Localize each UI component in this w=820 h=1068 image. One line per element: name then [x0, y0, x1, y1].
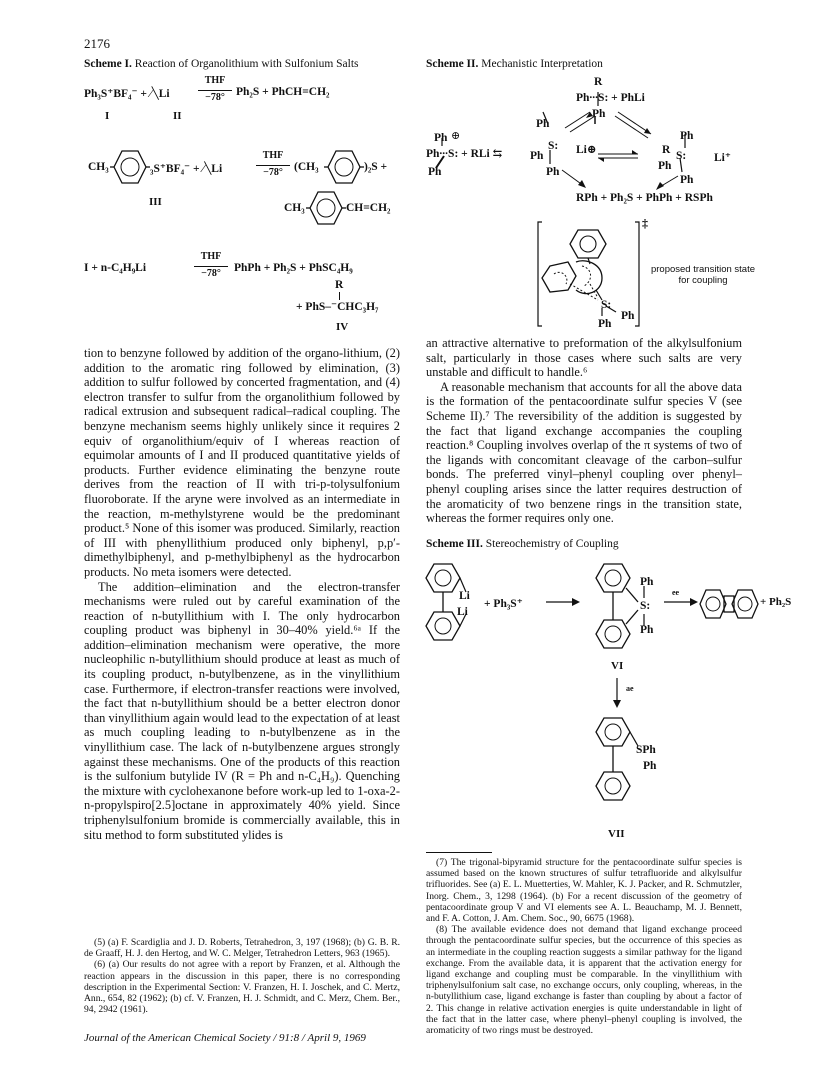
- benzene-ring-icon: [110, 148, 150, 186]
- compound-label-III: III: [149, 196, 162, 208]
- cond-temp-1: −78°: [205, 92, 225, 103]
- paragraph: A reasonable mechanism that accounts for all the above data is the formation of the pentacoordinate sulfur species V (see Scheme II).⁷ The reversibility of the addition is suggested by the fact that ligand exchange accompanies the coupling reaction.⁸ Coupling involves overlap of the π systems of two of the ligands with concomitant cleavage of the carbon–sulfur bonds. The preferred vinyl–phenyl coupling over phenyl–phenyl coupling arises since the latter requires destruction of the aromaticity of two benzene rings in the transition state, whereas the former requires only one.: [426, 379, 742, 526]
- scheme-2-top-ph: Ph: [592, 108, 606, 120]
- ph-label: Ph: [598, 318, 612, 330]
- arrow-2: [256, 165, 290, 166]
- ae-label: ae: [626, 684, 634, 693]
- arrow-1: [198, 90, 232, 91]
- ylide-substituent-r: R: [335, 279, 344, 291]
- scheme-2-caption: Mechanistic Interpretation: [481, 58, 603, 70]
- product-ch3: CH₃: [284, 202, 305, 214]
- compound-label-IV: IV: [336, 321, 349, 333]
- li-label-2: Li: [457, 606, 468, 618]
- compound-label-II: II: [173, 110, 182, 122]
- scheme-2-top-r: R: [594, 76, 603, 88]
- ph-label: Ph: [640, 624, 654, 636]
- plus-charge-icon: ⊕: [451, 130, 461, 142]
- biphenylene-structure: [698, 586, 760, 622]
- cond-temp-2: −78°: [263, 167, 283, 178]
- compound-label-VII: VII: [608, 828, 625, 840]
- scheme-3-reagent: + Ph₃S⁺: [484, 598, 523, 610]
- scheme-1-products-1: Ph₂S + PhCH=CH₂: [236, 86, 330, 98]
- footnote-rule: [426, 852, 492, 853]
- left-column-text: [84, 346, 400, 842]
- benzene-ring-icon: [324, 148, 364, 186]
- scheme-1-ylide: + PhS–⁻CHC₃H₇: [296, 301, 379, 313]
- ph-label: Ph: [643, 760, 657, 772]
- ph-label: Ph: [536, 118, 550, 130]
- scheme-2-top-species: Ph∙∙∙S: + PhLi: [576, 92, 645, 104]
- ph-label: Ph: [640, 576, 654, 588]
- scheme-1-sulfide-suffix: )₂S +: [364, 161, 388, 173]
- r-label: R: [662, 144, 671, 156]
- scheme-1-products-3: PhPh + Ph₂S + PhSC₄H₉: [234, 262, 353, 274]
- page-number: 2176: [84, 36, 110, 51]
- scheme-3-label: Scheme III.: [426, 538, 483, 550]
- scheme-2-mid-li: Li⊕: [576, 144, 597, 156]
- scheme-2-left-species: Ph∙∙∙S: + RLi ⇆: [426, 148, 503, 160]
- scheme-1-ch3-right: (CH₃: [294, 161, 319, 173]
- sph-label: SPh: [636, 744, 656, 756]
- paragraph: an attractive alternative to preformation of the alkylsulfonium salt, particularly in those cases where such salts are very unstable and difficult to handle.⁶: [426, 336, 742, 380]
- biphenyl-sulfide-structure: [592, 712, 642, 822]
- scheme-3-caption: Stereochemistry of Coupling: [485, 538, 619, 550]
- double-dagger: ‡: [642, 216, 648, 230]
- footnotes-right: [426, 857, 742, 1036]
- paragraph: tion to benzyne followed by addition of the organo-lithium, (2) addition to the aromatic ring followed by elimination, (3) addition to sulfur followed by concerted fragmentation, and (4) electron transfer to sulfur from the organolithium followed by radical extrusion and subsequent radical–radical coupling. The benzyne mechanism seems highly unlikely since it requires 2 equiv of organolithium/equiv of I whereas reaction of equimolar amounts of I and II produced quantitative yields of products. Further evidence eliminating the benzyne route derives from the reaction of II with tri-p-tolysulfonium fluoroborate. If the aryne were involved as an intermediate in the reaction, m-methylstyrene would be the predominant product.⁵ None of this isomer was produced. Similarly, reaction of III with phenyllithium produced only biphenyl, p,p′-dimethylbiphenyl, and p-methylbiphenyl as the hydrocarbon products. No meta isomers were detected.: [84, 346, 400, 579]
- scheme-2-left-ph-top: Ph: [434, 132, 448, 144]
- ph-label: Ph: [658, 160, 672, 172]
- compound-label-I: I: [105, 110, 110, 122]
- journal-footer: Journal of the American Chemical Society / 91:8 / April 9, 1969: [84, 1032, 366, 1044]
- footnote-5: (5) (a) F. Scardiglia and J. D. Roberts, Tetrahedron, 3, 197 (1968); (b) G. B. R. de Graaff, H. J. den Hertog, and W. C. Melger, Tetrahedron Letters, 963 (1965).: [84, 937, 400, 960]
- transition-state-note: proposed transition state for coupling: [650, 264, 756, 286]
- arrow-3: [194, 266, 228, 267]
- footnotes-left: [84, 937, 400, 1015]
- reaction-arrow-icon: [546, 596, 580, 608]
- scheme-2-right-li: Li⁺: [714, 152, 731, 164]
- right-column-text: [426, 336, 742, 526]
- scheme-3-title: [426, 538, 619, 550]
- li-label-1: Li: [459, 590, 470, 602]
- ph-label: Ph: [546, 166, 560, 178]
- s-center: S:: [601, 299, 612, 311]
- scheme-2-products: RPh + Ph₂S + PhPh + RSPh: [576, 192, 713, 204]
- footnote-6: (6) (a) Our results do not agree with a report by Franzen, et al. Although the reaction appears in the discussion in this paper, there is no corresponding description in the Experimental Section: V. Franzen, H. I. Joschek, and C. Mertz, Ann., 654, 82 (1962); (b) cf. V. Franzen, H. J. Schmidt, and C. Merz, Chem. Ber., 94, 2942 (1961).: [84, 959, 400, 1016]
- benzene-ring-icon: [306, 189, 346, 227]
- cond-thf-3: THF: [200, 251, 222, 262]
- ph-label: Ph: [621, 310, 635, 322]
- scheme-3-product: + Ph₂S: [760, 596, 792, 608]
- footnote-7: (7) The trigonal-bipyramid structure for the pentacoordinate sulfur species is assumed based on the known structures of sulfur tetrafluoride and alkylsulfur trifluorides. See (a) E. L. Muetterties, W. Mahler, K. J. Packer, and R. Schmutzler, Inorg. Chem., 3, 1298 (1964). (b) For a recent discussion of the geometry of pentacoordinate group V and VI elements see A. L. Beauchamp, M. J. Bennett, and F. A. Cotton, J. Am. Chem. Soc., 90, 6675 (1968).: [426, 857, 742, 925]
- scheme-1-reactants-2: ₃S⁺BF₄⁻ + ∕╲Li: [150, 163, 223, 175]
- ee-label: ee: [672, 588, 680, 597]
- ph-label: Ph: [680, 130, 694, 142]
- cond-thf-2: THF: [262, 150, 284, 161]
- paragraph: The addition–elimination and the electron-transfer mechanisms were ruled out by careful examination of the reaction of n-butyllithium with I. The only hydrocarbon coupling product was biphenyl in 30–40% yield.⁶ᵃ If the addition–elimination mechanism were operative, the more nucleophilic n-butyllithium should produce at least as much of its coupling product, n-butylbenzene, as in the vinyllithium case. Furthermore, if electron-transfer reactions were involved, the fact that n-butyllithium should be a better electron donor than vinyllithium again would lead to the expectation of at least as much coupling leading to n-butylbenzene as in the vinyllithium case. The lack of n-butylbenzene argues strongly against these mechanisms. One of the products of this reaction is the sulfonium butylide IV (R = Ph and n-C₄H₉). Quenching the mixture with cyclohexanone before work-up led to 1-oxa-2-n-propylspiro[2.5]octane in approximately 40% yield. Since triphenylsulfonium bromide is commercially available, this in situ method to form substituted ylides is: [84, 579, 400, 842]
- s-center: S:: [548, 140, 559, 152]
- cond-temp-3: −78°: [201, 268, 221, 279]
- scheme-2-label: Scheme II.: [426, 58, 479, 70]
- ph-label: Ph: [530, 150, 544, 162]
- scheme-2-left-ph-bot: Ph: [428, 166, 442, 178]
- footnote-8: (8) The available evidence does not demand that ligand exchange proceed through the pentacoordinate sulfur species, but the occurrence of this species as an intermediate in the coupling reaction suggests a similar pathway for the ligand exchange. From the available data, it is apparent that the activation energy for ligand exchange and coupling must be comparable. In the vinyllithium with triphenylsulfonium salt case, no exchange occurs, only coupling, whereas, in the n-butyllithium case, ligand exchange is faster than coupling by about a factor of 2. This change in relative activation energies is quite understandable in light of the fact that in the latter case, where phenyl–phenyl coupling is involved, the aromaticity of two rings must be destroyed.: [426, 924, 742, 1037]
- compound-label-VI: VI: [611, 660, 624, 672]
- s-center: S:: [640, 600, 651, 612]
- ph-label: Ph: [680, 174, 694, 186]
- scheme-1-reactants-3: I + n-C₄H₉Li: [84, 262, 147, 274]
- product-vinyl: CH=CH₂: [346, 202, 391, 214]
- scheme-1-ch3-left: CH₃: [88, 161, 109, 173]
- scheme-1-reactants-1: Ph₃S⁺BF₄⁻ + ∕╲Li: [84, 88, 170, 100]
- down-arrow-icon: [610, 678, 624, 708]
- scheme-1-label: Scheme I.: [84, 58, 132, 70]
- s-center: S:: [676, 150, 687, 162]
- scheme-1-caption: Reaction of Organolithium with Sulfonium Salts: [134, 58, 359, 70]
- scheme-1-title: [84, 58, 359, 70]
- reaction-arrow-icon: [664, 596, 698, 608]
- cond-thf-1: THF: [204, 75, 226, 86]
- scheme-2-title: [426, 58, 603, 70]
